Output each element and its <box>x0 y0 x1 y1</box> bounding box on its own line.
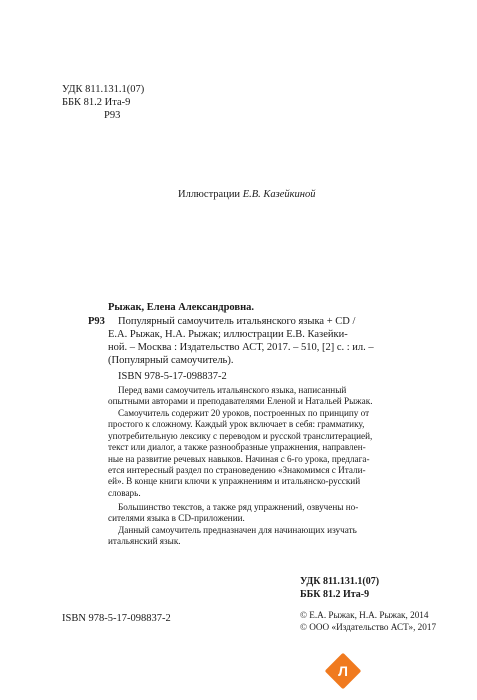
catalog-line: ной. – Москва : Издательство АСТ, 2017. – 510, [2] с. : ил. – <box>108 342 374 354</box>
annotation-paragraph-2 <box>108 408 382 499</box>
top-bbk: ББК 81.2 Ита-9 <box>62 97 131 108</box>
litres-logo-letter: Л <box>338 663 348 679</box>
catalog-description-cont <box>108 328 380 368</box>
annotation-line: простого к сложному. Каждый урок включает в себя: грамматику, <box>108 419 365 430</box>
annotation-line: текст или диалог, а также разнообразные упражнения, направлен- <box>108 442 366 453</box>
bottom-bbk: ББК 81.2 Ита-9 <box>300 589 370 600</box>
annotation-line: употребительную лексику с переводом и русской транслитерацией, <box>108 430 373 441</box>
annotation-line: сителями языка в CD-приложении. <box>108 513 245 524</box>
top-udk: УДК 811.131.1(07) <box>62 84 145 95</box>
annotation-line: ется интересный раздел по страноведению «Знакомимся с Итали- <box>108 465 366 476</box>
illustrations-credit <box>178 188 316 201</box>
annotation-line: Самоучитель содержит 20 уроков, построенных по принципу от <box>118 408 370 418</box>
top-author-mark: Р93 <box>104 110 121 121</box>
annotation-line: Большинство текстов, а также ряд упражнений, озвучены но- <box>118 502 359 512</box>
annotation-line: итальянский язык. <box>108 536 181 547</box>
catalog-mark: Р93 <box>88 316 105 327</box>
bottom-udk: УДК 811.131.1(07) <box>300 576 380 587</box>
catalog-line: (Популярный самоучитель). <box>108 355 234 367</box>
illustrations-prefix: Иллюстрации <box>178 189 241 200</box>
annotation-line: словарь. <box>108 487 141 498</box>
catalog-author: Рыжак, Елена Александровна. <box>108 302 255 313</box>
footer-copyright-2: © ООО «Издательство АСТ», 2017 <box>300 622 437 632</box>
annotation-line: ные на развитие речевых навыков. Начиная с 6-го урока, предлага- <box>108 453 370 464</box>
catalog-description <box>118 315 380 328</box>
catalog-isbn: ISBN 978-5-17-098837-2 <box>118 371 227 382</box>
annotation-line: Перед вами самоучитель итальянского языка, написанный <box>118 385 347 395</box>
annotation-line: ей». В конце книги ключи к упражнениям и итальянско-русский <box>108 476 361 487</box>
annotation-line: Данный самоучитель предназначен для начинающих изучать <box>118 525 357 535</box>
annotation-paragraph-3 <box>108 502 382 525</box>
annotation-paragraph-1 <box>108 385 382 408</box>
footer-copyright-1: © Е.А. Рыжак, Н.А. Рыжак, 2014 <box>300 610 429 620</box>
catalog-line: Популярный самоучитель итальянского языка + CD / <box>118 316 356 327</box>
illustrator-name: Е.В. Казейкиной <box>242 189 316 200</box>
annotation-paragraph-4 <box>108 525 382 548</box>
annotation-line: опытными авторами и преподавателями Еленой и Натальей Рыжак. <box>108 396 373 407</box>
footer-isbn: ISBN 978-5-17-098837-2 <box>62 613 171 624</box>
catalog-line: Е.А. Рыжак, Н.А. Рыжак; иллюстрации Е.В. Казейки- <box>108 329 348 340</box>
